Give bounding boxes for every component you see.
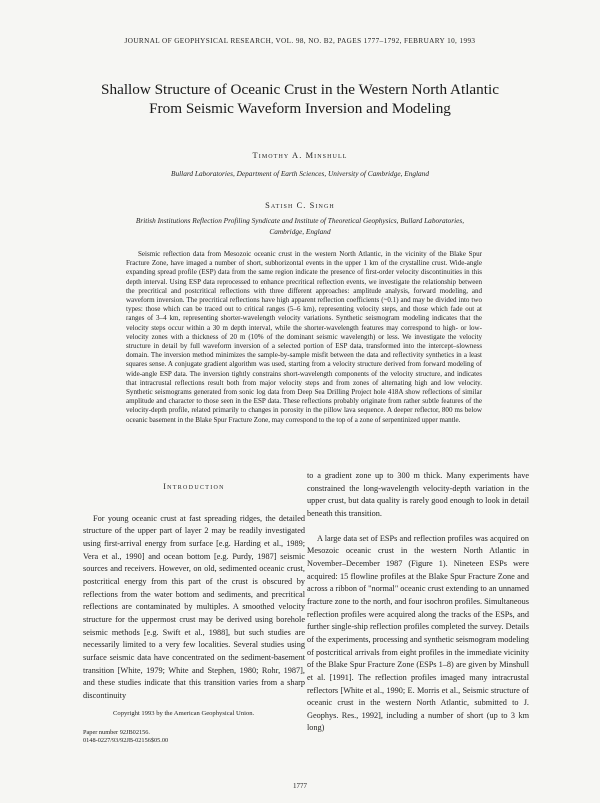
author-2: Satish C. Singh xyxy=(265,201,335,210)
affiliation-2-line-2: Cambridge, England xyxy=(269,227,331,236)
intro-paragraph-3: A large data set of ESPs and reflection profiles was acquired on Mesozoic oceanic crust in the western North Atlantic in November–December 1987 (Figure 1). Nineteen ESPs were acquired: 15 flowline profiles at the Blake Spur Fracture Zone and across a ribbon of "normal" oceanic crust extending to an unnamed fracture zone to the north, and four isochron profiles. Simultaneous reflection profiles were acquired along the tracks of the ESPs, and further single-ship reflection profiles completed the survey. Details of the experiments, processing and synthetic seismogram modeling of postcritical arrivals from eight profiles in the immediate vicinity of the Blake Spur Fracture Zone (ESPs 1–8) are given by Minshull et al. [1991]. The reflection profiles imaged many intracrustal reflectors [White et al., 1990; E. Morris et al., Seismic structure of oceanic crust in the western North Atlantic, submitted to J. Geophys. Res., 1992], including a number of short (up to 3 km long) xyxy=(307,533,530,733)
affiliation-2 xyxy=(40,215,560,237)
abstract: Seismic reflection data from Mesozoic oceanic crust in the western North Atlantic, in the vicinity of the Blake Spur Fracture Zone, have imaged a number of short, subhorizontal events in the upper 1 km of the crystalline crust. Wide-angle expanding spread profile (ESP) data from the same region indicate the presence of first-order velocity discontinuities in this depth interval. Using ESP data reprocessed to enhance precritical reflection events, we investigate the relationship between the precritical and postcritical reflections with three different approaches: amplitude analysis, forward modeling, and waveform inversion. The precritical reflections have high apparent reflection coefficients (~0.1) and may be divided into two types: those which can be traced out to critical ranges (5–6 km), representing velocity steps, and those which fade out at ranges of 3–4 km, representing shorter-wavelength velocity variations. Synthetic seismogram modeling indicates that the velocity steps occur within a 30 m depth interval, while the shorter-wavelength features may correspond to high- or low-velocity zones with a thickness of 20 m (10% of the dominant seismic wavelength) or less. We investigate the velocity structure in detail by full waveform inversion of a selected portion of ESP data, transformed into the intercept–slowness domain. The inversion method minimizes the sample-by-sample misfit between the data and reflectivity synthetics in a least squares sense. A conjugate gradient algorithm was used, starting from a velocity structure derived from forward modeling of wide-angle ESP data. The inversion tightly constrains short-wavelength components of the velocity structure, and indicates that intracrustal reflections result both from major velocity steps and from zones of alternating high and low velocity. Synthetic seismograms generated from sonic log data from Deep Sea Drilling Project hole 418A show reflections of similar amplitude and character to those seen in the ESP data. These reflections probably originate from rather subtle features of the velocity-depth profile, related primarily to changes in porosity in the pillow lava sequence. A deeper reflector, 800 ms below oceanic basement in the Blake Spur Fracture Zone, may correspond to the top of a zone of serpentinized upper mantle. xyxy=(126,250,482,424)
intro-paragraph-2: to a gradient zone up to 300 m thick. Many experiments have constrained the long-wavelength velocity-depth variation in the upper crust, but data quality is rarely good enough to look in detail beneath this transition. xyxy=(307,471,529,518)
affiliation-2-line-1: British Institutions Reflection Profiling Syndicate and Institute of Theoretical Geophysics, Bullard Laboratories, xyxy=(135,216,465,225)
title-line-1: Shallow Structure of Oceanic Crust in the Western North Atlantic xyxy=(101,81,499,98)
paper-number-block xyxy=(83,729,168,745)
section-heading-introduction: Introduction xyxy=(163,482,225,491)
affiliation-1: Bullard Laboratories, Department of Earth Sciences, University of Cambridge, England xyxy=(171,169,429,178)
left-column xyxy=(83,470,305,703)
intro-paragraph-1: For young oceanic crust at fast spreading ridges, the detailed structure of the upper part of layer 2 may be readily investigated using first-arrival energy from surface [e.g. Harding et al., 1989; Vera et al., 1990] and ocean bottom [e.g. Purdy, 1987] seismic sources and receivers. However, on old, sedimented oceanic crust, postcritical energy from this part of the crust is obscured by reflections from the water bottom and sediments, and precritical reflections are contaminated by multiples. A smoothed velocity structure for the uppermost crust may be derived using borehole seismic methods [e.g. Swift et al., 1988], but such studies are necessarily limited to a very few localities. Several studies using surface seismic data have concentrated on the sediment-basement transition [White, 1979; White and Stephen, 1980; Rohr, 1987], and these studies indicate that this transition varies from a sharp discontinuity xyxy=(83,513,305,700)
page-number: 1777 xyxy=(293,782,307,790)
right-column xyxy=(307,470,529,735)
author-1: Timothy A. Minshull xyxy=(252,151,348,160)
paper-number: Paper number 92JB02156. xyxy=(83,729,150,736)
running-head: JOURNAL OF GEOPHYSICAL RESEARCH, VOL. 98, NO. B2, PAGES 1777–1792, FEBRUARY 10, 1993 xyxy=(124,37,476,45)
article-title xyxy=(60,80,540,118)
issn-code: 0148-0227/93/92JB-02156$05.00 xyxy=(83,737,169,745)
copyright-notice: Copyright 1993 by the American Geophysical Union. xyxy=(113,710,255,717)
title-line-2: From Seismic Waveform Inversion and Modeling xyxy=(149,100,451,117)
